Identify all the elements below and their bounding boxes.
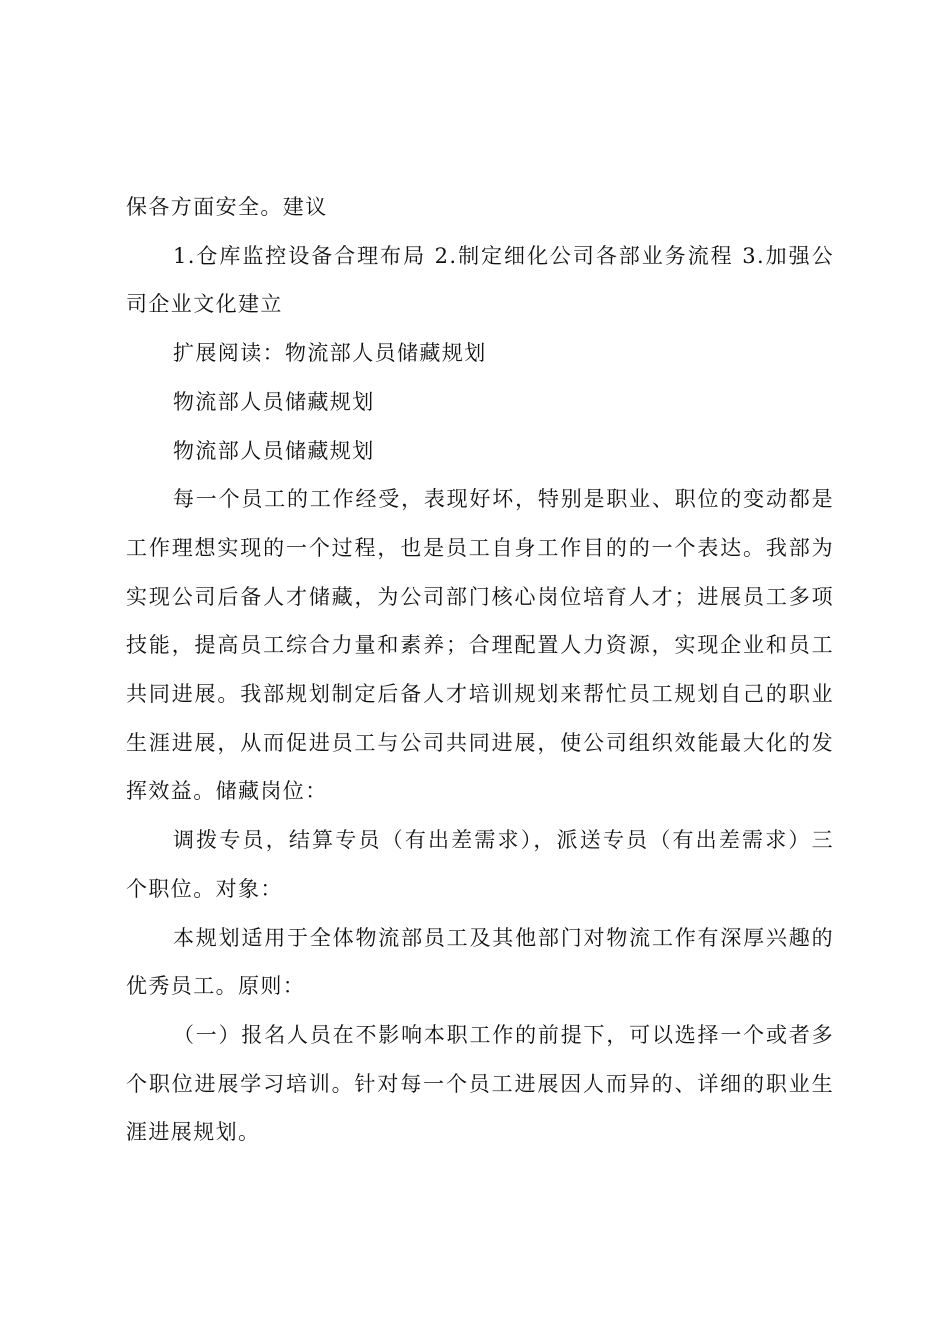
paragraph-audience: 本规划适用于全体物流部员工及其他部门对物流工作有深厚兴趣的优秀员工。原则： — [126, 925, 834, 999]
paragraph-introduction: 每一个员工的工作经受，表现好坏，特别是职业、职位的变动都是工作理想实现的一个过程，也是员工自身工作目的的一个表达。我部为实现公司后备人才储藏，为公司部门核心岗位培育人才；进展员工多项技能，提高员工综合力量和素养；合理配置人力资源，实现企业和员工共同进展。我部规划制定后备人才培训规划来帮忙员工规划自己的职业生涯进展，从而促进员工与公司共同进展，使公司组织效能最大化的发挥效益。储藏岗位： — [126, 487, 834, 804]
paragraph-heading-repeat: 物流部人员储藏规划 — [173, 438, 375, 463]
paragraph-heading: 物流部人员储藏规划 — [173, 389, 375, 414]
paragraph-positions: 调拨专员，结算专员（有出差需求），派送专员（有出差需求）三个职位。对象： — [126, 828, 834, 901]
paragraph-extended-reading: 扩展阅读：物流部人员储藏规划 — [173, 341, 487, 366]
document-body — [126, 183, 834, 1157]
paragraph-suggestions: 1.仓库监控设备合理布局 2.制定细化公司各部业务流程 3.加强公司企业文化建立 — [126, 243, 834, 317]
paragraph-continuation: 保各方面安全。建议 — [126, 195, 328, 219]
paragraph-principle-one: （一）报名人员在不影响本职工作的前提下，可以选择一个或者多个职位进展学习培训。针对每一个员工进展因人而异的、详细的职业生涯进展规划。 — [126, 1022, 834, 1145]
